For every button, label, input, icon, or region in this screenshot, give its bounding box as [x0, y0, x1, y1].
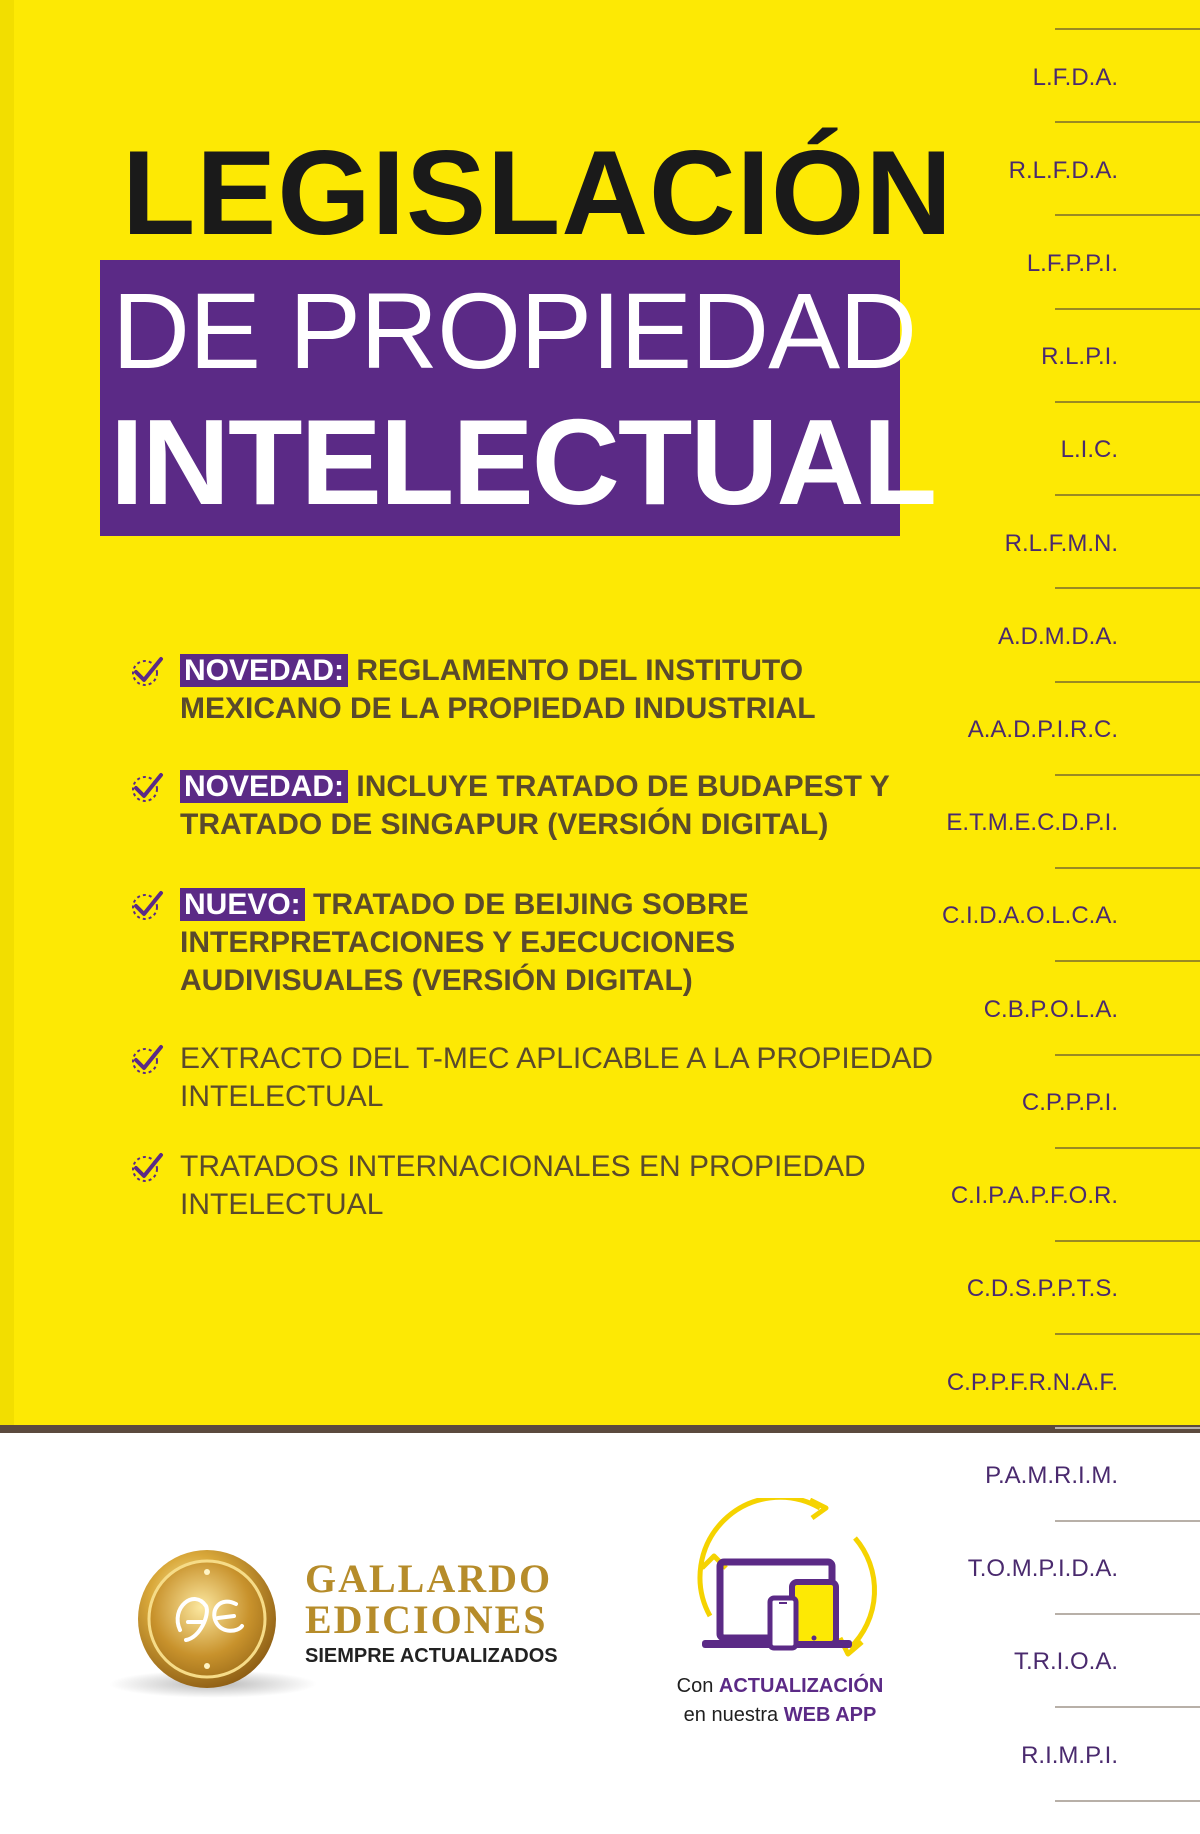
tab-label: L.F.P.P.I.	[1026, 250, 1118, 277]
tab-divider	[1055, 1333, 1200, 1335]
feature-tag: NOVEDAD:	[180, 654, 348, 687]
check-icon	[130, 770, 164, 804]
divider-bar	[0, 1425, 1200, 1433]
tab-label: A.A.D.P.I.R.C.	[967, 716, 1118, 743]
title-line-legislacion: LEGISLACIÓN	[122, 126, 954, 260]
feature-body: TRATADO DE BEIJING SOBRE INTERPRETACIONES Y EJECUCIONES AUDIVISUALES (VERSIÓN DIGITAL)	[180, 888, 749, 997]
check-icon	[130, 1042, 164, 1076]
tab-divider	[1055, 774, 1200, 776]
webapp-line2-highlight: WEB APP	[783, 1704, 877, 1726]
tab-divider	[1055, 214, 1200, 216]
tab-label: C.P.P.F.R.N.A.F.	[946, 1369, 1118, 1396]
tab-label: C.D.S.P.P.T.S.	[966, 1275, 1118, 1302]
feature-tag: NOVEDAD:	[180, 770, 348, 803]
webapp-line2-prefix: en nuestra	[683, 1704, 779, 1726]
tab-divider	[1055, 1147, 1200, 1149]
webapp-caption-line1	[640, 1672, 920, 1700]
tab-label: C.P.P.P.I.	[1021, 1089, 1118, 1116]
feature-body: INCLUYE TRATADO DE BUDAPEST Y TRATADO DE SINGAPUR (VERSIÓN DIGITAL)	[180, 770, 890, 841]
tab-divider	[1055, 1520, 1200, 1522]
tab-label: R.L.F.M.N.	[1004, 530, 1118, 557]
tab-divider	[1055, 494, 1200, 496]
tab-label: T.O.M.P.I.D.A.	[967, 1555, 1118, 1582]
webapp-caption-line2	[640, 1701, 920, 1729]
gold-coin-logo	[136, 1548, 278, 1690]
brand-name-line1: GALLARDO	[305, 1556, 553, 1601]
tab-divider	[1055, 587, 1200, 589]
spine-edge	[0, 0, 14, 1425]
tab-divider	[1055, 28, 1200, 30]
title-line-de-propiedad: DE PROPIEDAD	[112, 270, 917, 391]
tab-divider	[1055, 121, 1200, 123]
check-icon	[130, 654, 164, 688]
tab-label: R.L.F.D.A.	[1008, 157, 1118, 184]
tab-label: R.I.M.P.I.	[1021, 1742, 1118, 1769]
tab-label: L.F.D.A.	[1032, 64, 1118, 91]
tab-divider	[1055, 308, 1200, 310]
tab-divider	[1055, 1054, 1200, 1056]
tab-divider	[1055, 867, 1200, 869]
tab-divider	[1055, 1706, 1200, 1708]
tab-label: E.T.M.E.C.D.P.I.	[946, 809, 1118, 836]
brand-name-line2: EDICIONES	[305, 1597, 548, 1642]
tab-divider	[1055, 1427, 1200, 1429]
devices-sync-icon	[680, 1498, 900, 1678]
tab-label: T.R.I.O.A.	[1013, 1648, 1118, 1675]
check-icon	[130, 1150, 164, 1184]
index-tabs	[941, 0, 1200, 1834]
tab-divider	[1055, 1240, 1200, 1242]
tab-label: P.A.M.R.I.M.	[985, 1462, 1118, 1489]
tab-divider	[1055, 1613, 1200, 1615]
tab-divider	[1055, 1800, 1200, 1802]
feature-body: REGLAMENTO DEL INSTITUTO MEXICANO DE LA PROPIEDAD INDUSTRIAL	[180, 654, 816, 725]
feature-tag: NUEVO:	[180, 888, 305, 921]
tab-divider	[1055, 681, 1200, 683]
feature-text	[180, 886, 940, 1000]
webapp-prefix: Con	[676, 1675, 714, 1697]
tab-label: A.D.M.D.A.	[997, 623, 1118, 650]
feature-text	[180, 768, 940, 844]
brand-tagline: SIEMPRE ACTUALIZADOS	[305, 1645, 558, 1667]
title-line-intelectual: INTELECTUAL	[110, 394, 936, 530]
tab-label: L.I.C.	[1060, 436, 1118, 463]
feature-text: EXTRACTO DEL T-MEC APLICABLE A LA PROPIEDAD INTELECTUAL	[180, 1042, 934, 1113]
tab-divider	[1055, 401, 1200, 403]
check-icon	[130, 888, 164, 922]
tab-label: C.I.P.A.P.F.O.R.	[950, 1182, 1118, 1209]
feature-text: TRATADOS INTERNACIONALES EN PROPIEDAD INTELECTUAL	[180, 1150, 866, 1221]
tab-divider	[1055, 960, 1200, 962]
feature-text	[180, 652, 940, 728]
tab-label: C.B.P.O.L.A.	[983, 996, 1118, 1023]
tab-label: C.I.D.A.O.L.C.A.	[941, 902, 1118, 929]
webapp-highlight: ACTUALIZACIÓN	[718, 1675, 884, 1697]
tab-label: R.L.P.I.	[1041, 343, 1118, 370]
